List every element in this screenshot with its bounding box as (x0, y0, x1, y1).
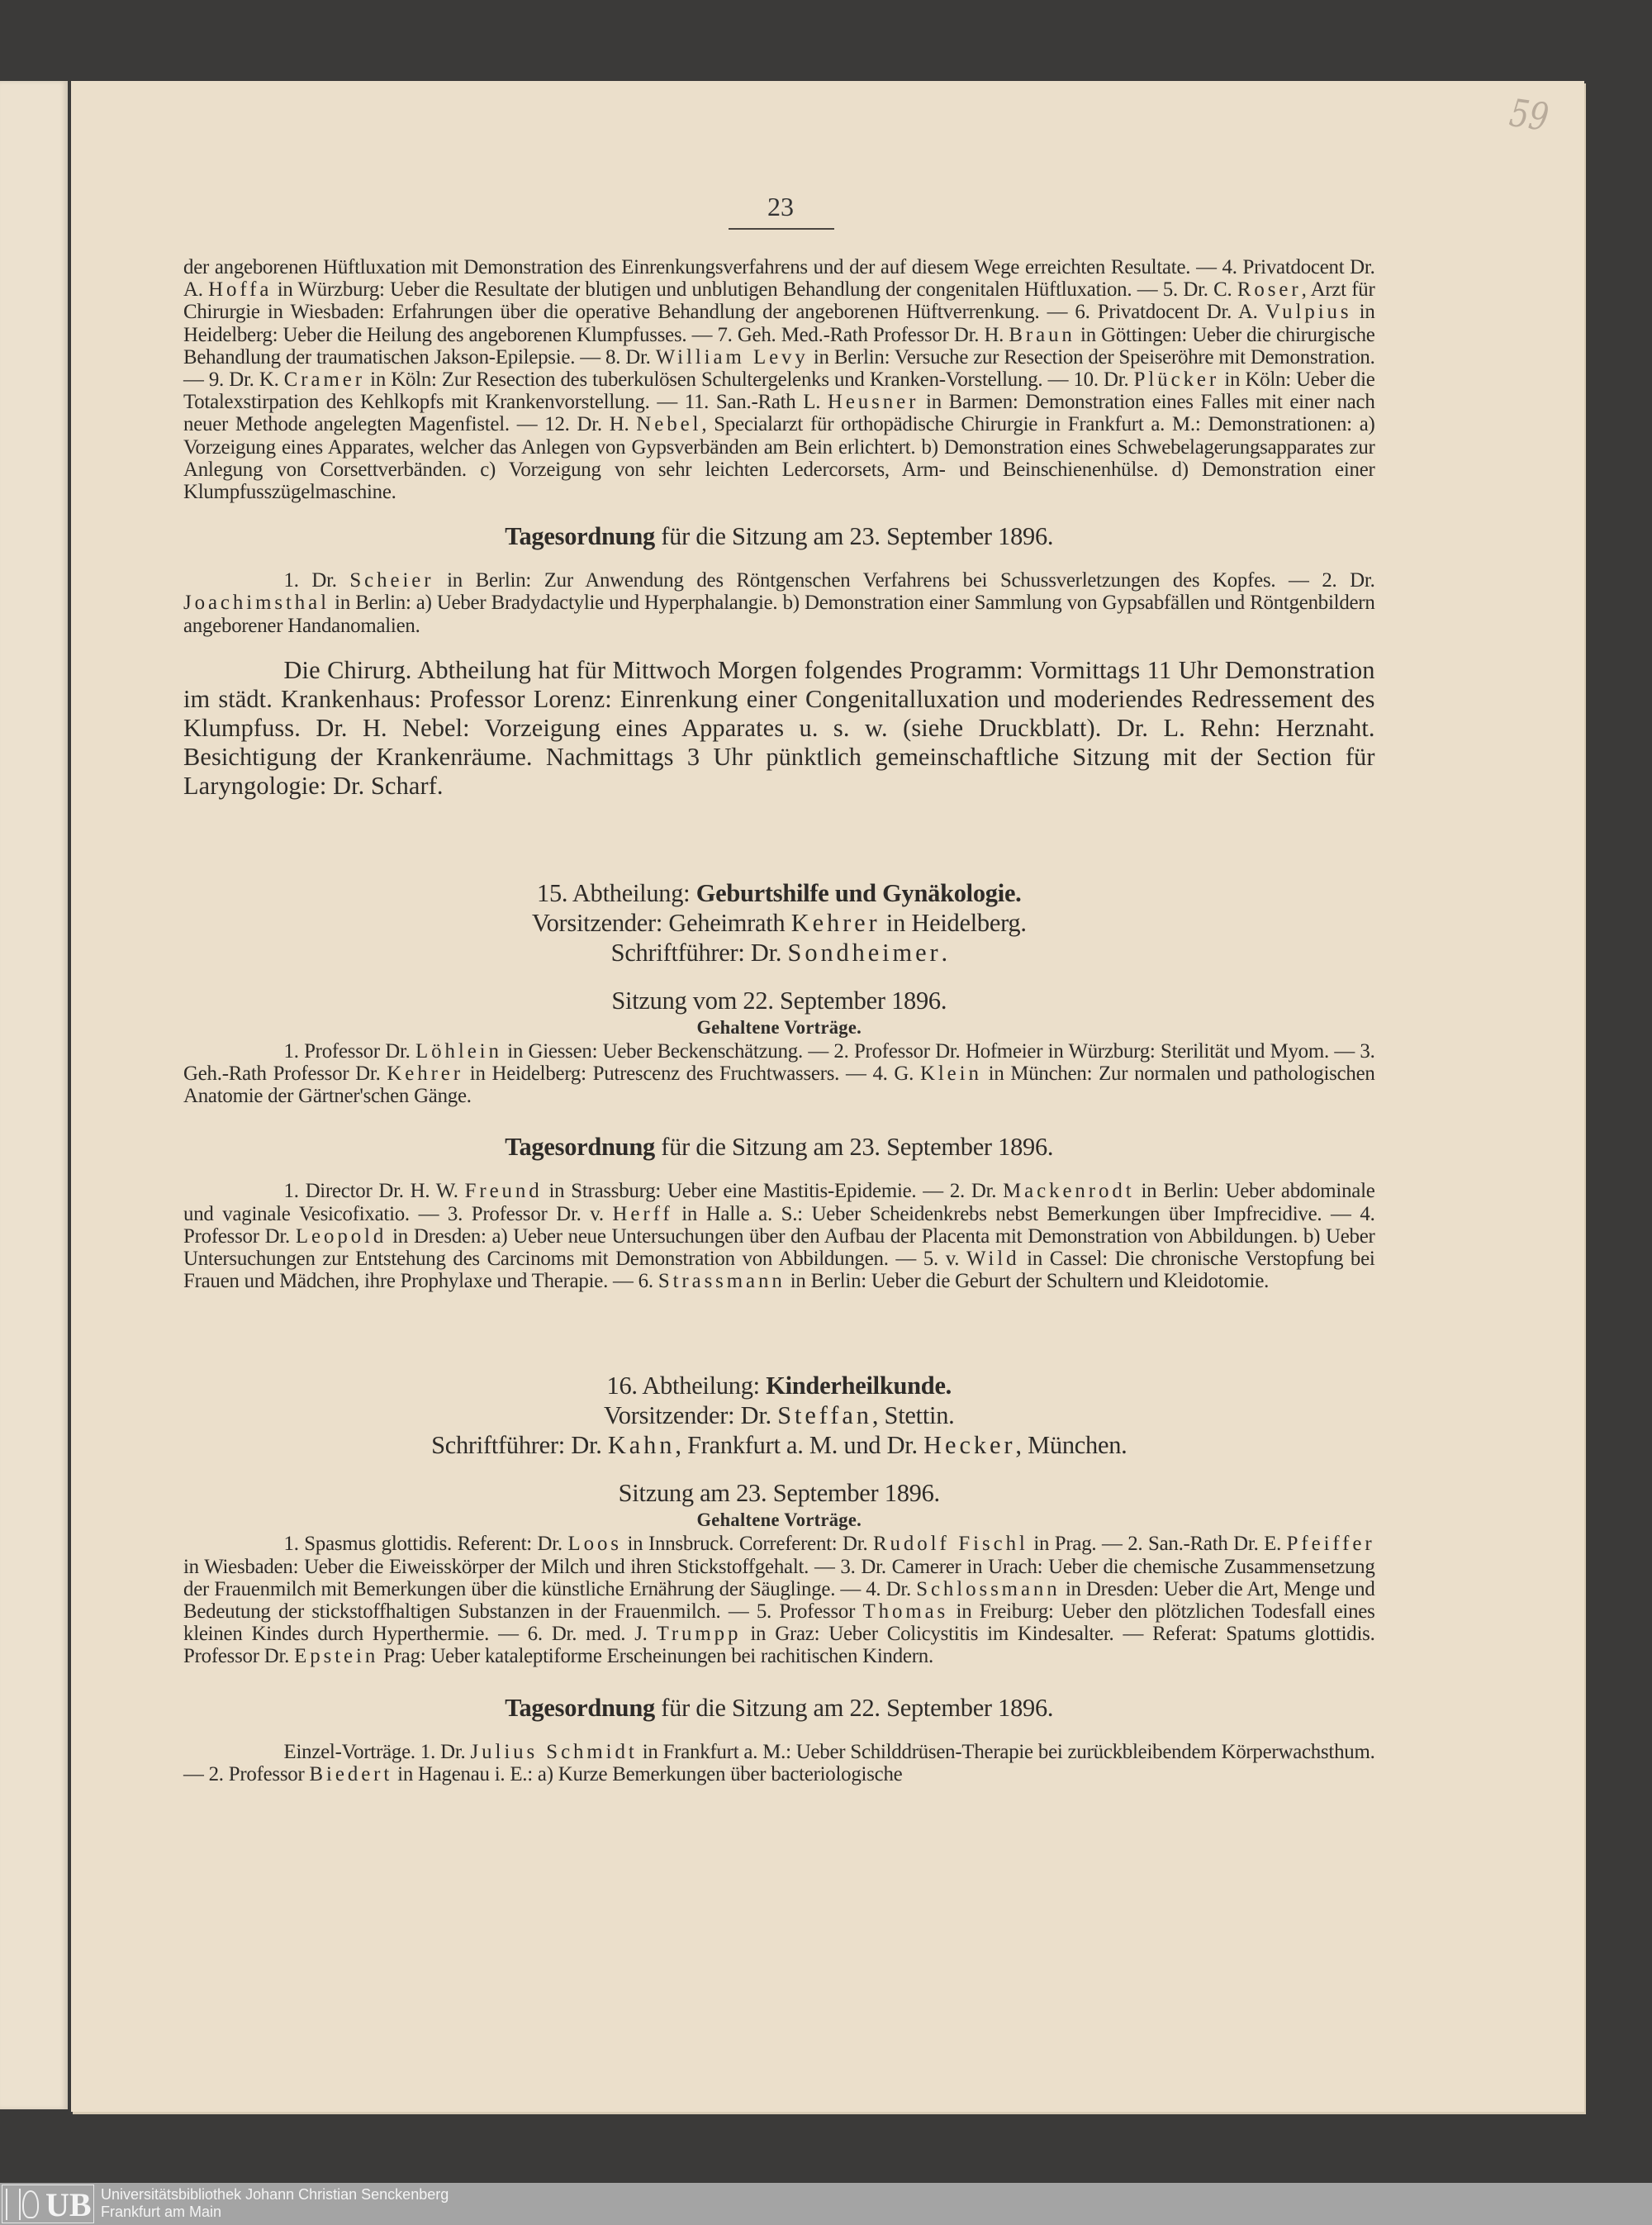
person-name: Hofmeier (965, 1039, 1043, 1063)
section16-secretaries: Schriftführer: Dr. Kahn, Frankfurt a. M. und Dr. Hecker, München. (431, 1430, 1127, 1460)
section16-title: 16. Abtheilung: Kinderheilkunde. (606, 1371, 952, 1400)
library-city: Frankfurt am Main (101, 2204, 222, 2220)
library-credit (101, 2186, 449, 2221)
spacer (183, 1460, 1375, 1478)
section15-title: 15. Abtheilung: Geburtshilfe und Gynäkologie. (537, 877, 1022, 907)
spacer (183, 800, 1375, 878)
library-name: Universitätsbibliothek Johann Christian Senckenberg (101, 2186, 449, 2203)
section15-talks-paragraph: 1. Professor Dr. Löhlein in Giessen: Ueber Beckenschätzung. — 2. Professor Dr. Hofmeier in Würzburg: Sterilität und Myom. — 3. Geh.-Rath Professor Dr. Kehrer in Heidelberg: Putrescenz des Fruchtwassers. — 4. G. Klein in München: Zur normalen und pathologischen Anatomie der Gärtner'schen Gänge. (183, 1039, 1375, 1108)
spacer (183, 1292, 1375, 1371)
spacer (183, 967, 1375, 986)
person-name: Scheier (349, 568, 434, 592)
person-name: Heusner (827, 390, 919, 414)
logo-columns-icon (6, 2189, 21, 2220)
person-name: Freund (464, 1179, 543, 1203)
person-name: William Levy (655, 345, 809, 368)
person-name: Joachimsthal (183, 591, 330, 615)
section15-talks-heading: Gehaltene Vorträge. (696, 1016, 862, 1038)
person-name: Herff (612, 1201, 673, 1225)
page-number: 23 (767, 192, 794, 221)
person-name: Braun (1009, 322, 1075, 346)
section16-agenda-paragraph: Einzel-Vorträge. 1. Dr. Julius Schmidt in Frankfurt a. M.: Ueber Schilddrüsen-Therapie bei zurückbleibendem Körperwachsthum. — 2. Professor Biedert in Hagenau i. E.: a) Kurze Bemerkungen über bacteriologische (183, 1739, 1375, 1785)
person-name: Strassmann (657, 1269, 786, 1293)
spacer (183, 1723, 1375, 1741)
person-name: Wild (966, 1247, 1020, 1271)
person-name: Roser (1237, 278, 1302, 302)
person-name: Klein (919, 1062, 982, 1086)
facing-page-edge (0, 81, 68, 2109)
spacer (183, 1668, 1375, 1693)
person-name: Loos (567, 1532, 622, 1556)
spacer (183, 1162, 1375, 1180)
section16-session-date: Sitzung am 23. September 1896. (618, 1478, 940, 1508)
page-number-rule (729, 228, 834, 230)
continuation-paragraph: der angeborenen Hüftluxation mit Demonstration des Einrenkungsverfahrens und der auf diesem Wege erreichten Resultate. — 4. Privatdocent Dr. A. Hoffa in Würzburg: Ueber die Resultate der blutigen und unblutigen Behandlung der congenitalen Hüftluxation. — 5. Dr. C. Roser, Arzt für Chirurgie in Wiesbaden: Erfahrungen über die operative Behandlung der angeborenen Hüftverrenkung. — 6. Privatdocent Dr. A. Vulpius in Heidelberg: Ueber die Heilung des angeborenen Klumpfusses. — 7. Geh. Med.-Rath Professor Dr. H. Braun in Göttingen: Ueber die chirurgische Behandlung der traumatischen Jakson-Epilepsie. — 8. Dr. William Levy in Berlin: Versuche zur Resection der Speiseröhre mit Demonstration. — 9. Dr. K. Cramer in Köln: Zur Resection des tuberkulösen Schultergelenks und Kranken-Vorstellung. — 10. Dr. Plücker in Köln: Ueber die Totalexstirpation des Kehlkopfs mit Krankenvorstellung. — 11. San.-Rath L. Heusner in Barmen: Demonstration eines Falles mit einer nach neuer Methode angelegten Magenfistel. — 12. Dr. H. Nebel, Specialarzt für orthopädische Chirurgie in Frankfurt a. M.: Demonstrationen: a) Vorzeigung eines Apparates, welcher das Anlegen von Gypsverbänden am Bein erlichtert. b) Demonstration eines Schwebelagerungsapparates zur Anlegung von Corsettverbänden. c) Vorzeigung von sehr leichten Ledercorsets, Arm- und Beinschienenhülse. d) Demonstration einer Klumpfusszügelmaschine. (183, 255, 1375, 504)
person-name: Kehrer (387, 1062, 463, 1086)
person-name: Pfeiffer (1286, 1532, 1375, 1556)
agenda-paragraph-chirurgie: 1. Dr. Scheier in Berlin: Zur Anwendung des Röntgenschen Verfahrens bei Schussverletzungen des Kopfes. — 2. Dr. Joachimsthal in Berlin: a) Ueber Bradydactylie und Hyperphalangie. b) Demonstration einer Sammlung von Gypsabfällen und Röntgenbildern angeborener Handanomalien. (183, 568, 1375, 637)
section16-talks-paragraph: 1. Spasmus glottidis. Referent: Dr. Loos in Innsbruck. Correferent: Dr. Rudolf Fischl in Prag. — 2. San.-Rath Dr. E. Pfeiffer in Wiesbaden: Ueber die Eiweisskörper der Milch und ihren Stickstoffgehalt. — 3. Dr. Camerer in Urach: Ueber die chemische Zusammensetzung der Frauenmilch mit Bemerkungen über die künstliche Ernährung der Säuglinge. — 4. Dr. Schlossmann in Dresden: Ueber die Art, Menge und Bedeutung der stickstoffhaltigen Substanzen in der Frauenmilch. — 5. Professor Thomas in Freiburg: Ueber den plötzlichen Todesfall eines kleinen Kindes durch Hyperthermie. — 6. Dr. med. J. Trumpp in Graz: Ueber Colicystitis im Kindesalter. — Referat: Spatums glottidis. Professor Dr. Epstein Prag: Ueber kataleptiforme Erscheinungen bei rachitischen Kindern. (183, 1532, 1375, 1668)
programme-paragraph: Die Chirurg. Abtheilung hat für Mittwoch Morgen folgendes Programm: Vormittags 11 Uhr Demonstration im städt. Krankenhaus: Professor Lorenz: Einrenkung einer Congenitalluxation und moderiendes Redressement des Klumpfuss. Dr. H. Nebel: Vorzeigung eines Apparates u. s. w. (siehe Druckblatt). Dr. L. Rehn: Herznaht. Besichtigung der Krankenräume. Nachmittags 3 Uhr pünktlich gemeinschaftliche Sitzung mit der Section für Laryngologie: Dr. Scharf. (183, 654, 1375, 800)
person-name: Thomas (862, 1600, 949, 1624)
section15-session-date: Sitzung vom 22. September 1896. (611, 985, 947, 1015)
person-name: Rudolf Fischl (873, 1532, 1028, 1556)
section16-talks-heading: Gehaltene Vorträge. (696, 1509, 862, 1531)
person-name: Plücker (1133, 368, 1220, 392)
person-name: Leopold (295, 1224, 387, 1248)
section15-agenda-paragraph: 1. Director Dr. H. W. Freund in Strassburg: Ueber eine Mastitis-Epidemie. — 2. Dr. Mackenrodt in Berlin: Ueber abdominale und vaginale Vesicofixatio. — 3. Professor Dr. v. Herff in Halle a. S.: Ueber Scheidenkrebs nebst Bemerkungen über Impfrecidive. — 4. Professor Dr. Leopold in Dresden: a) Ueber neue Untersuchungen über den Aufbau der Placenta mit Demonstration von Abbildungen. b) Ueber Untersuchungen zur Entstehung des Carcinoms mit Demonstration von Abbildungen. — 5. v. Wild in Cassel: Die chronische Verstopfung bei Frauen und Mädchen, ihre Prophylaxe und Therapie. — 6. Strassmann in Berlin: Ueber die Geburt der Schultern und Kleidotomie. (183, 1179, 1375, 1293)
person-name: Schlossmann (916, 1576, 1061, 1600)
library-logo[interactable] (2, 2185, 94, 2223)
person-name: Julius Schmidt (470, 1739, 638, 1763)
section15-agenda-heading: Tagesordnung für die Sitzung am 23. September 1896. (505, 1132, 1054, 1162)
person-name: Camerer (891, 1554, 961, 1578)
person-name: Nebel (636, 412, 702, 436)
section16-chair: Vorsitzender: Dr. Steffan, Stettin. (604, 1400, 955, 1430)
agenda-heading-chirurgie: Tagesordnung für die Sitzung am 23. September 1896. (505, 521, 1054, 551)
person-name: Löhlein (415, 1039, 502, 1063)
person-name: Biedert (309, 1761, 393, 1785)
person-name: Epstein (294, 1644, 379, 1668)
section15-secretary: Schriftführer: Dr. Sondheimer. (610, 937, 947, 967)
library-footer-bar (0, 2183, 1652, 2225)
person-name: Vulpius (1265, 300, 1352, 324)
person-name: Trumpp (656, 1622, 742, 1646)
spacer (183, 637, 1375, 655)
person-name: Hoffa (208, 278, 273, 302)
spacer (183, 503, 1375, 521)
page-content (183, 256, 1375, 1785)
person-name: Mackenrodt (1003, 1179, 1135, 1203)
spacer (183, 1107, 1375, 1132)
logo-portrait-icon (22, 2190, 39, 2218)
person-name: Cramer (283, 368, 365, 392)
logo-text: UB (45, 2186, 92, 2223)
spacer (183, 551, 1375, 569)
section15-chair: Vorsitzender: Geheimrath Kehrer in Heidelberg. (531, 907, 1027, 937)
section16-agenda-heading: Tagesordnung für die Sitzung am 22. September 1896. (505, 1692, 1054, 1722)
pencil-folio-annotation: 59 (1507, 90, 1552, 140)
